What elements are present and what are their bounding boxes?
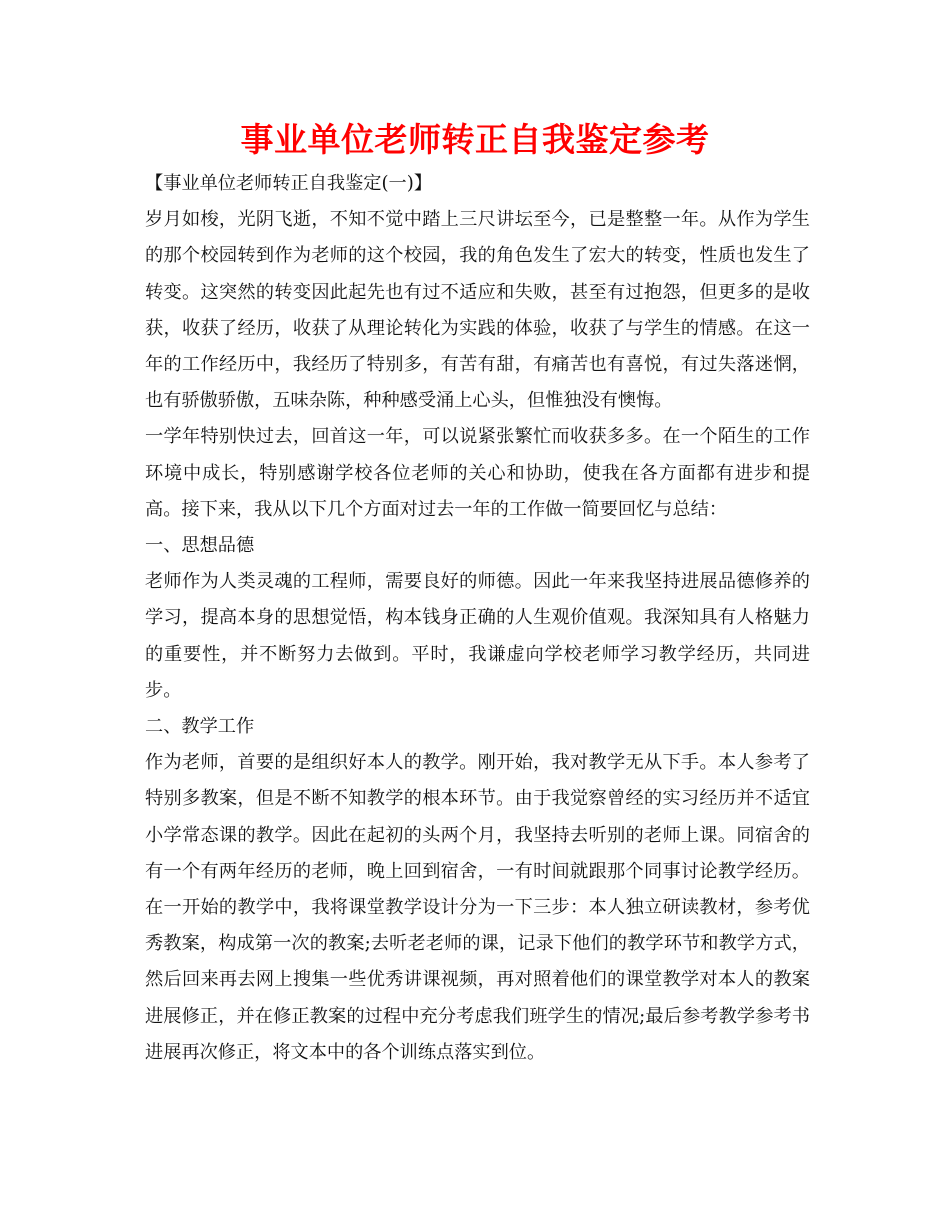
paragraph-moral: 老师作为人类灵魂的工程师，需要良好的师德。因此一年来我坚持进展品德修养的学习，提高本身的思想觉悟，构本钱身正确的人生观价值观。我深知具有人格魅力的重要性，并不断努力去做到。平时，我谦虚向学校老师学习教学经历，共同进步。 (145, 571, 810, 701)
heading-moral: 一、思想品德 (145, 535, 255, 557)
section-subtitle: 【事业单位老师转正自我鉴定(一)】 (145, 173, 433, 194)
document-title: 事业单位老师转正自我鉴定参考 (240, 120, 710, 159)
heading-teaching: 二、教学工作 (145, 716, 255, 738)
paragraph-intro: 岁月如梭，光阴飞逝，不知不觉中踏上三尺讲坛至今，已是整整一年。从作为学生的那个校园转到作为老师的这个校园，我的角色发生了宏大的转变，性质也发生了转变。这突然的转变因此起先也有过不适应和失败，甚至有过抱怨，但更多的是收获，收获了经历，收获了从理论转化为实践的体验，收获了与学生的情感。在这一年的工作经历中，我经历了特别多，有苦有甜，有痛苦也有喜悦，有过失落迷惘，也有骄傲骄傲，五味杂陈，种种感受涌上心头，但惟独没有懊悔。 (145, 209, 810, 412)
paragraph-teaching: 作为老师，首要的是组织好本人的教学。刚开始，我对教学无从下手。本人参考了特别多教案，但是不断不知教学的根本环节。由于我觉察曾经的实习经历并不适宜小学常态课的教学。因此在起初的头两个月，我坚持去听别的老师上课。同宿舍的有一个有两年经历的老师，晚上回到宿舍，一有时间就跟那个同事讨论教学经历。在一开始的教学中，我将课堂教学设计分为一下三步：本人独立研读教材，参考优秀教案，构成第一次的教案;去听老老师的课，记录下他们的教学环节和教学方式，然后回来再去网上搜集一些优秀讲课视频，再对照着他们的课堂教学对本人的教案进展修正，并在修正教案的过程中充分考虑我们班学生的情况;最后参考教学参考书进展再次修正，将文本中的各个训练点落实到位。 (145, 752, 810, 1063)
paragraph-summary: 一学年特别快过去，回首这一年，可以说紧张繁忙而收获多多。在一个陌生的工作环境中成长，特别感谢学校各位老师的关心和协助，使我在各方面都有进步和提高。接下来，我从以下几个方面对过去一年的工作做一简要回忆与总结： (145, 426, 810, 520)
document-body (145, 166, 810, 1071)
